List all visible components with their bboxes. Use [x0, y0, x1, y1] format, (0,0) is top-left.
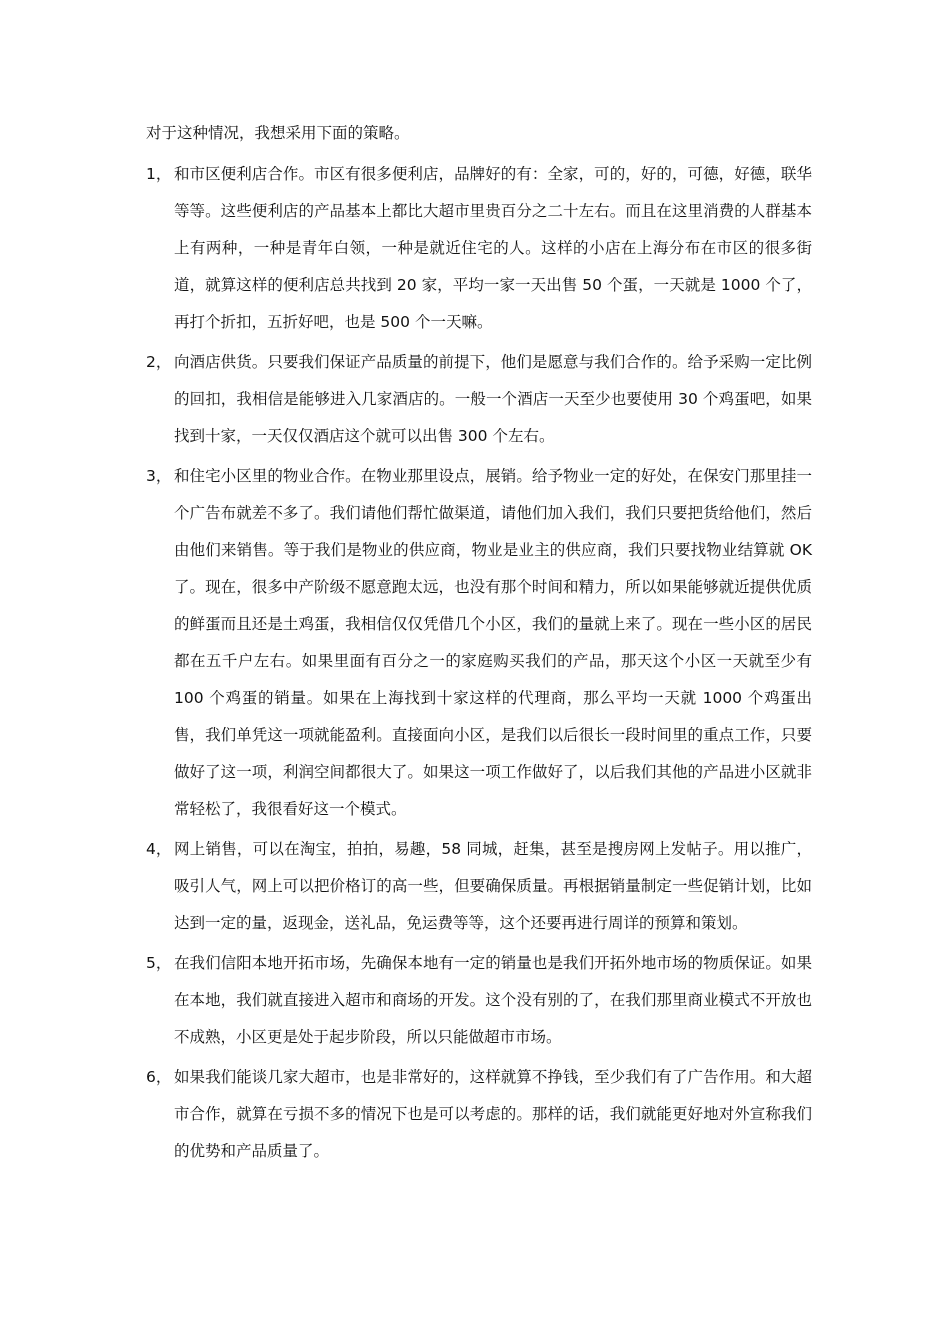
list-text: 在我们信阳本地开拓市场，先确保本地有一定的销量也是我们开拓外地市场的物质保证。如果在本地，我们就直接进入超市和商场的开发。这个没有别的了，在我们那里商业模式不开放也不成熟，小区更是处于起步阶段，所以只能做超市市场。 — [174, 954, 812, 1046]
strategy-list — [146, 156, 812, 1173]
list-number: 4， — [146, 840, 172, 858]
list-number: 2， — [146, 353, 172, 371]
list-number: 6， — [146, 1068, 172, 1086]
list-number: 1， — [146, 165, 172, 183]
list-item — [146, 156, 812, 341]
list-number: 5， — [146, 954, 172, 972]
list-item — [146, 1059, 812, 1170]
list-text: 向酒店供货。只要我们保证产品质量的前提下，他们是愿意与我们合作的。给予采购一定比例的回扣，我相信是能够进入几家酒店的。一般一个酒店一天至少也要使用 30 个鸡蛋吧，如果找到十家，一天仅仅酒店这个就可以出售 300 个左右。 — [174, 353, 812, 445]
intro-paragraph: 对于这种情况，我想采用下面的策略。 — [146, 124, 410, 142]
list-item — [146, 831, 812, 942]
list-item — [146, 945, 812, 1056]
list-text: 和住宅小区里的物业合作。在物业那里设点，展销。给予物业一定的好处，在保安门那里挂一个广告布就差不多了。我们请他们帮忙做渠道，请他们加入我们，我们只要把货给他们，然后由他们来销售。等于我们是物业的供应商，物业是业主的供应商，我们只要找物业结算就 OK 了。现在，很多中产阶级不愿意跑太远，也没有那个时间和精力，所以如果能够就近提供优质的鲜蛋而且还是土鸡蛋，我相信仅仅凭借几个小区，我们的量就上来了。现在一些小区的居民都在五千户左右。如果里面有百分之一的家庭购买我们的产品，那天这个小区一天就至少有 100 个鸡蛋的销量。如果在上海找到十家这样的代理商，那么平均一天就 1000 个鸡蛋出售，我们单凭这一项就能盈利。直接面向小区，是我们以后很长一段时间里的重点工作，只要做好了这一项，利润空间都很大了。如果这一项工作做好了，以后我们其他的产品进小区就非常轻松了，我很看好这一个模式。 — [174, 467, 812, 818]
list-item — [146, 458, 812, 828]
list-text: 如果我们能谈几家大超市，也是非常好的，这样就算不挣钱，至少我们有了广告作用。和大超市合作，就算在亏损不多的情况下也是可以考虑的。那样的话，我们就能更好地对外宣称我们的优势和产品质量了。 — [174, 1068, 812, 1160]
list-text: 网上销售，可以在淘宝，拍拍，易趣，58 同城，赶集，甚至是搜房网上发帖子。用以推广，吸引人气，网上可以把价格订的高一些，但要确保质量。再根据销量制定一些促销计划，比如达到一定的量，返现金，送礼品，免运费等等，这个还要再进行周详的预算和策划。 — [174, 840, 812, 932]
list-text: 和市区便利店合作。市区有很多便利店，品牌好的有：全家，可的，好的，可德，好德，联华等等。这些便利店的产品基本上都比大超市里贵百分之二十左右。而且在这里消费的人群基本上有两种，一种是青年白领，一种是就近住宅的人。这样的小店在上海分布在市区的很多街道，就算这样的便利店总共找到 20 家，平均一家一天出售 50 个蛋，一天就是 1000 个了，再打个折扣，五折好吧，也是 500 个一天嘛。 — [174, 165, 812, 331]
list-number: 3， — [146, 467, 172, 485]
list-item — [146, 344, 812, 455]
